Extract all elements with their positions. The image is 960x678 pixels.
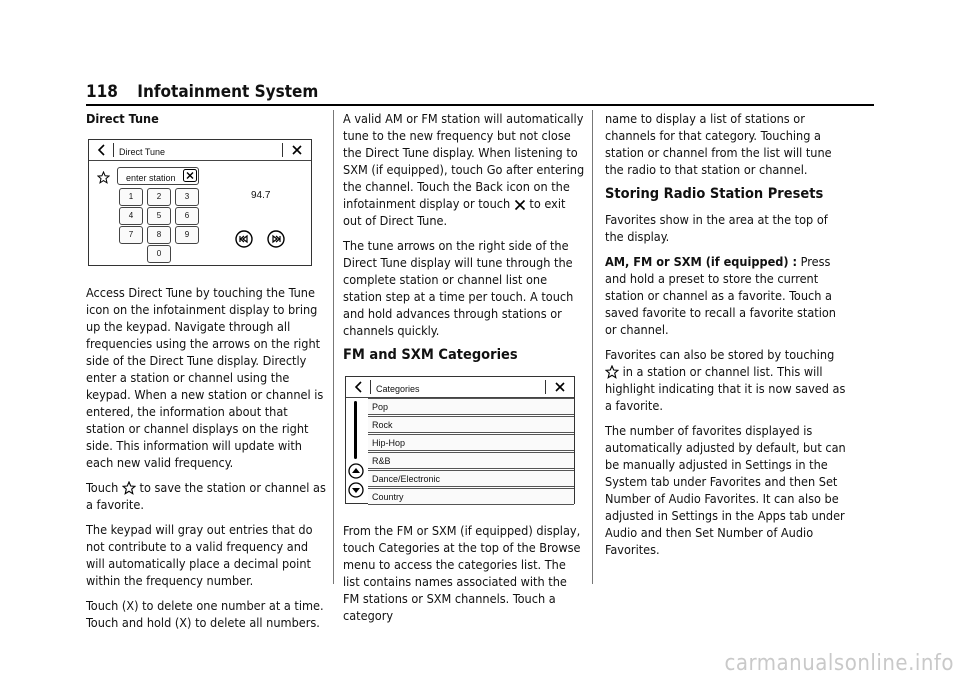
close-icon[interactable] bbox=[292, 145, 302, 155]
close-icon bbox=[514, 199, 526, 211]
category-item[interactable]: Country bbox=[368, 488, 574, 505]
frequency-readout: 94.7 bbox=[251, 190, 271, 201]
category-item[interactable]: Dance/Electronic bbox=[368, 470, 574, 487]
categories-figure bbox=[345, 376, 575, 504]
scroll-down-icon[interactable] bbox=[348, 482, 364, 498]
category-item[interactable]: Hip-Hop bbox=[368, 434, 574, 451]
column-1 bbox=[86, 110, 328, 639]
paragraph bbox=[343, 110, 585, 229]
delete-icon[interactable] bbox=[183, 169, 197, 182]
text-fragment: to save the station or channel as a favorite. bbox=[86, 480, 326, 512]
paragraph bbox=[605, 346, 847, 414]
text-fragment: in a station or channel list. This will highlight indicating that it is now saved as a favorite. bbox=[605, 364, 846, 413]
back-icon[interactable] bbox=[97, 144, 107, 156]
favorite-star-icon[interactable] bbox=[97, 171, 110, 184]
keypad-key[interactable]: 8 bbox=[147, 226, 171, 244]
keypad-key[interactable]: 4 bbox=[119, 207, 143, 225]
watermark: carmanualsonline.info bbox=[724, 651, 954, 676]
paragraph: The number of favorites displayed is automatically adjusted by default, but can be manually adjusted in Settings in the System tab under Favorites and then Set Number of Audio Favorites. It can also be adjusted in Settings in the Apps tab under Audio and then Set Number of Audio Favorites. bbox=[605, 423, 846, 557]
keypad-key[interactable]: 0 bbox=[147, 245, 171, 263]
paragraph: The tune arrows on the right side of the Direct Tune display will tune through the complete station or channel list one station step at a time per touch. A touch and hold advances through stations or channels quickly. bbox=[343, 238, 574, 338]
favorite-star-icon bbox=[122, 481, 136, 495]
category-item[interactable]: Rock bbox=[368, 416, 574, 433]
section-heading: FM and SXM Categories bbox=[343, 347, 518, 363]
station-entry-placeholder: enter station bbox=[126, 173, 176, 183]
keypad-key[interactable]: 2 bbox=[147, 188, 171, 206]
direct-tune-titlebar bbox=[89, 140, 311, 161]
category-item[interactable]: Pop bbox=[368, 398, 574, 415]
column-divider-1 bbox=[333, 110, 334, 584]
scrollbar[interactable] bbox=[354, 401, 357, 459]
favorite-star-icon bbox=[605, 365, 619, 379]
direct-tune-subheading: Direct Tune bbox=[86, 111, 159, 126]
paragraph: Favorites show in the area at the top of the display. bbox=[605, 212, 828, 244]
paragraph: name to display a list of stations or channels for that category. Touching a station or channel from the list will tune the radio to that station or channel. bbox=[605, 111, 832, 177]
seek-up-icon[interactable] bbox=[267, 230, 285, 248]
column-divider-2 bbox=[592, 110, 593, 584]
keypad-key[interactable]: 1 bbox=[119, 188, 143, 206]
categories-title: Categories bbox=[376, 384, 420, 394]
keypad-key[interactable]: 3 bbox=[175, 188, 199, 206]
back-icon[interactable] bbox=[354, 381, 364, 393]
paragraph bbox=[605, 253, 847, 338]
paragraph: From the FM or SXM (if equipped) display, touch Categories at the top of the Browse menu to access the categories list. The list contains names associated with the FM stations or SXM channels. Touch a category bbox=[343, 523, 581, 623]
category-item[interactable]: R&B bbox=[368, 452, 574, 469]
paragraph: Touch (X) to delete one number at a time. Touch and hold (X) to delete all numbers. bbox=[86, 598, 324, 630]
text-fragment: Favorites can also be stored by touching bbox=[605, 347, 835, 362]
keypad-key[interactable]: 7 bbox=[119, 226, 143, 244]
close-icon[interactable] bbox=[555, 382, 565, 392]
text-fragment: Touch bbox=[86, 480, 119, 495]
column-2 bbox=[343, 110, 585, 632]
header-rule bbox=[86, 104, 874, 106]
keypad-key[interactable]: 9 bbox=[175, 226, 199, 244]
paragraph: Access Direct Tune by touching the Tune icon on the infotainment display to bring up the keypad. Navigate through all frequencies using the arrows on the right side of the Direct Tune display. Directly enter a station or channel using the keypad. When a new station or channel is entered, the information about that station or channel displays on the right side. This information will update with each new valid frequency. bbox=[86, 285, 324, 470]
text-fragment: Press and hold a preset to store the current station or channel as a favorite. Touch a saved favorite to recall a favorite station or channel. bbox=[605, 254, 836, 337]
text-fragment: to exit out of Direct Tune. bbox=[343, 196, 566, 228]
seek-down-icon[interactable] bbox=[235, 230, 253, 248]
categories-titlebar bbox=[346, 377, 574, 398]
keypad-key[interactable]: 5 bbox=[147, 207, 171, 225]
direct-tune-title: Direct Tune bbox=[119, 147, 166, 157]
text-fragment: A valid AM or FM station will automatically tune to the new frequency but not close the Direct Tune display. When listening to SXM (if equipped), touch Go after entering the channel. Touch the Back icon on the infotainment display or touch bbox=[343, 111, 585, 211]
text-label: AM, FM or SXM (if equipped) : bbox=[605, 254, 798, 269]
keypad-key[interactable]: 6 bbox=[175, 207, 199, 225]
paragraph: The keypad will gray out entries that do not contribute to a valid frequency and will automatically place a decimal point within the frequency number. bbox=[86, 522, 313, 588]
paragraph bbox=[86, 479, 328, 513]
station-entry-field[interactable] bbox=[117, 167, 199, 185]
scroll-up-icon[interactable] bbox=[348, 463, 364, 479]
column-3 bbox=[605, 110, 847, 566]
section-title: Infotainment System bbox=[137, 82, 319, 102]
direct-tune-figure bbox=[88, 139, 312, 266]
page-number: 118 bbox=[86, 82, 118, 102]
section-heading: Storing Radio Station Presets bbox=[605, 186, 824, 202]
page-header bbox=[86, 82, 318, 102]
